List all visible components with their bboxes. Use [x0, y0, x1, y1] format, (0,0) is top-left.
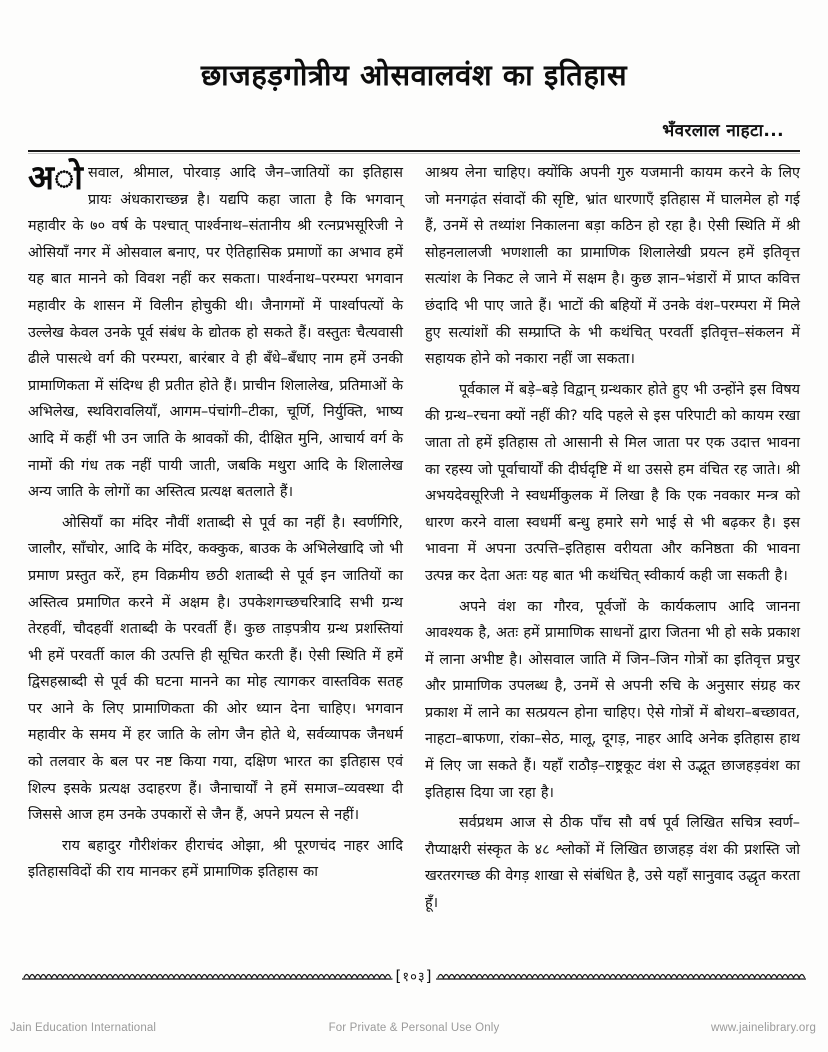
author-block	[364, 118, 784, 143]
folio-bracket-close: ]	[425, 967, 433, 985]
folio-number: १०३	[402, 970, 426, 985]
paragraph: आश्रय लेना चाहिए। क्योंकि अपनी गुरु यजमानी कायम करने के लिए जो मनगढ़ंत संवादों की सृष्टि, भ्रांत धारणाएँ इतिहास में घालमेल हो गई हैं, उनमें से तथ्यांश निकालना बड़ा कठिन हो रहा है। ऐसी स्थिति में श्री सोहनलालजी भणशाली का प्रामाणिक शिलालेखी प्रयत्न हमें इतिवृत्त सत्यांश के निकट ले जाने में सक्षम है। कुछ ज्ञान–भंडारों में प्राप्त कवित्त छंदादि भी पाए जाते हैं। भाटों की बहियों में उनके वंश–परम्परा में मिले हुए सत्यांशों की सम्प्राप्ति के भी कथंचित् परवर्ती इतिवृत्त–संकलन में सहायक होने को नकारा नहीं जा सकता।	[425, 165, 800, 368]
paragraph: सर्वप्रथम आज से ठीक पाँच सौ वर्ष पूर्व लिखित सचित्र स्वर्ण–रौप्याक्षरी संस्कृत के ४८ श्लोकों में लिखित छाजहड़ वंश की प्रशस्ति जो खरतरगच्छ की वेगड़ शाखा से संबंधित है, उसे यहाँ सानुवाद उद्धृत करता हूँ।	[425, 815, 801, 912]
footer-right-link[interactable]: www.jainelibrary.org	[710, 1022, 816, 1034]
footer-center-text: For Private & Personal Use Only	[328, 1022, 500, 1034]
paragraph: ओसियाँ का मंदिर नौवीं शताब्दी से पूर्व का नहीं है। स्वर्णगिरि, जालौर, साँचोर, आदि के मंदिर, कक्कुक, बाउक के अभिलेखादि जो भी प्रमाण प्रस्तुत करें, हम विक्रमीय छठी शताब्दी से पूर्व इन जातियों का अस्तित्व प्रमाणित करने में अक्षम है। उपकेशगच्छचरित्रादि सभी ग्रन्थ तेरहवीं, चौदहवीं शताब्दी के परवर्ती हैं। कुछ ताड़पत्रीय ग्रन्थ प्रशस्तियां भी हमें परवर्ती काल की उत्पत्ति ही सूचित करती हैं। ऐसी स्थिति में हमें द्विसहस्राब्दी से पूर्व की घटना मानने का मोह त्यागकर वास्तविक सतह पर आने के लिए प्रामाणिकता की ओर ध्यान देना चाहिए। भगवान महावीर के समय में हर जाति के लोग जैन होते थे, सर्वव्यापक जैनधर्म को तलवार के बल पर नष्ट किया गया, दक्षिण भारत का इतिहास एवं शिल्प इसके प्रत्यक्ष उदाहरण हैं। जैनाचार्यों ने हमें समाज–व्यवस्था दी जिससे आज हम उनके उपकारों से जैन हैं, अपने प्रयत्न से नहीं।	[28, 514, 403, 824]
right-column	[425, 160, 800, 960]
paragraph: अोसवाल, श्रीमाल, पोरवाड़ आदि जैन–जातियों का इतिहास प्रायः अंधकाराच्छन्न है। यद्यपि कहा जाता है कि भगवान् महावीर के ७० वर्ष के पश्चात् पार्श्वनाथ–संतानीय श्री रत्नप्रभसूरिजी ने ओसियाँ नगर में ओसवाल बनाए, पर ऐतिहासिक प्रमाणों का अभाव हमें यह बात मानने को विवश नहीं कर सकता। पार्श्वनाथ–परम्परा भगवान महावीर के शासन में विलीन होचुकी थी। जैनागमों में पार्श्वापत्यों के उल्लेख केवल उनके पूर्व संबंध के द्योतक हो सकते हैं। वस्तुतः चैत्यवासी ढीले पासत्थे वर्ग की परम्परा, बारंबार वे ही बँधे–बँधाए नाम हमें उनकी प्रामाणिकता में संदिग्ध ही प्रतीत होते हैं। प्राचीन शिलालेख, प्रतिमाओं के अभिलेख, स्थविरावलियाँ, आगम–पंचांगी–टीका, चूर्णि, निर्युक्ति, भाष्य आदि में कहीं भी उन जाति के श्रावकों की, दीक्षित मुनि, आचार्य वर्ग के नामों की गंध तक नहीं पायी जाती, जबकि मथुरा आदि के शिलालेख अन्य जाति के लोगों का अस्तित्व प्रत्यक्ष बतलाते हैं।	[28, 158, 403, 501]
page-title: छाजहड़गोत्रीय ओसवालवंश का इतिहास	[200, 58, 628, 92]
page-title-block	[0, 58, 828, 93]
paragraph: राय बहादुर गौरीशंकर हीराचंद ओझा, श्री पूरणचंद नाहर आदि इतिहासविदों की राय मानकर हमें प्रामाणिक इतिहास का	[28, 837, 403, 881]
paragraph: अपने वंश का गौरव, पूर्वजों के कार्यकलाप आदि जानना आवश्यक है, अतः हमें प्रामाणिक साधनों द्वारा जितना भी हो सके प्रकाश में लाना अभीष्ट है। ओसवाल जाति में जिन–जिन गोत्रों का इतिवृत्त प्रचुर और प्रामाणिक उपलब्ध है, उनमें से अपनी रुचि के अनुसार संग्रह कर प्रकाश में लाने का सत्प्रयत्न होना चाहिए। ऐसे गोत्रों में बोथरा–बच्छावत, नाहटा–बाफणा, रांका–सेठ, मालू, दूगड़, नाहर आदि अनेक इतिहास हाथ में लिए जा सकते हैं। यहाँ राठौड़–राष्ट्रकूट वंश से उद्भूत छाजहड़वंश का इतिहास दिया जा रहा है।	[425, 598, 800, 801]
page-folio	[393, 967, 436, 985]
page-footer	[0, 1016, 828, 1040]
footer-left-text: Jain Education International	[10, 1022, 157, 1034]
body-columns	[28, 160, 800, 960]
wave-ornament-left	[22, 968, 393, 984]
decorative-divider	[22, 963, 806, 989]
wave-ornament-right	[436, 968, 807, 984]
author-byline: भँवरलाल नाहटा...	[662, 121, 784, 141]
folio-bracket-open: [	[395, 967, 403, 985]
header-divider-rule	[28, 150, 800, 152]
left-column	[28, 160, 403, 960]
paragraph: पूर्वकाल में बड़े–बड़े विद्वान् ग्रन्थकार होते हुए भी उन्होंने इस विषय की ग्रन्थ–रचना क्यों नहीं की? यदि पहले से इस परिपाटी को कायम रखा जाता तो हमें इतिहास तो आसानी से मिल जाता पर एक उदात्त भावना का रहस्य जो पूर्वाचार्यों की दीर्घदृष्टि में था उससे हम वंचित रह जाते। श्री अभयदेवसूरिजी ने स्वधर्मीकुलक में लिखा है कि एक नवकार मन्त्र को धारण करने वाला स्वधर्मी बन्धु हमारे सगे भाई से भी बढ़कर है। इस भावना में अपना उत्पत्ति–इतिहास वरीयता और कनिष्ठता की भावना उत्पन्न कर देता अतः यह बात भी कथंचित् स्वीकार्य कही जा सकती है।	[425, 381, 800, 584]
